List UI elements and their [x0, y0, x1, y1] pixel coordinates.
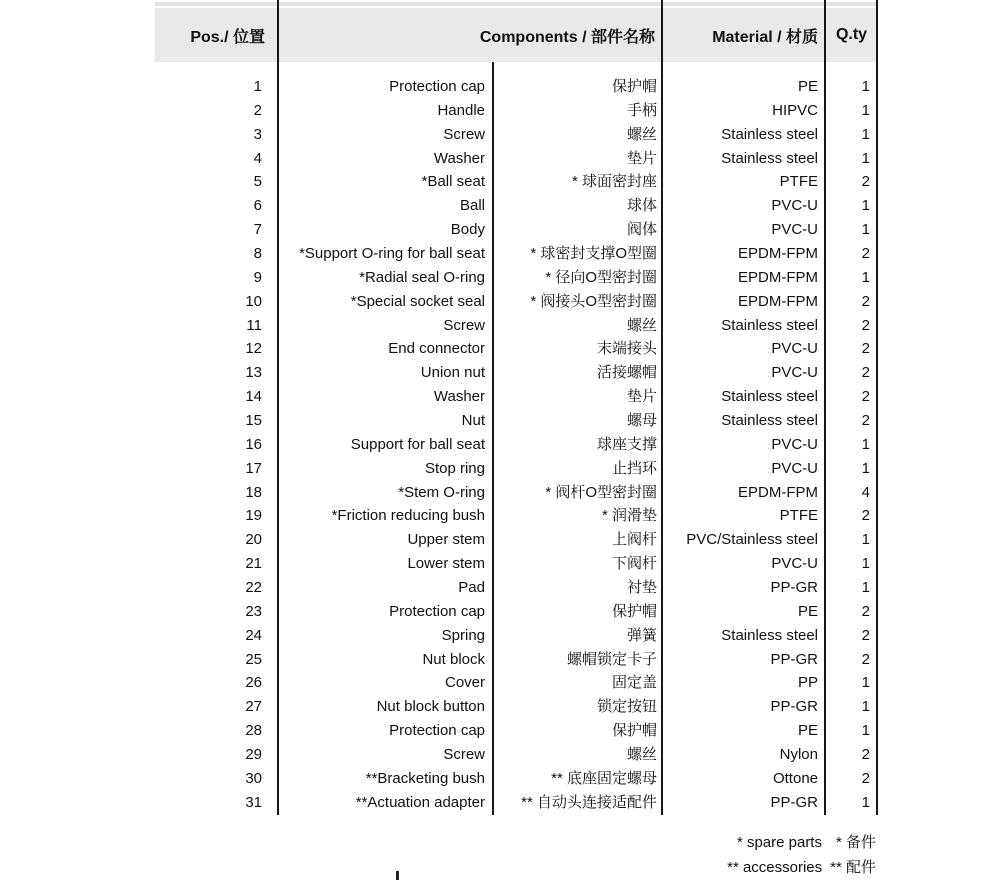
pos-cell: 20 — [245, 531, 262, 549]
component-en-cell: Stop ring — [424, 459, 485, 477]
table-row — [155, 170, 878, 194]
qty-cell: 1 — [861, 435, 870, 453]
qty-cell: 2 — [861, 507, 870, 525]
table-row — [155, 409, 878, 433]
qty-cell: 2 — [861, 316, 870, 334]
qty-cell: 1 — [861, 197, 870, 215]
qty-cell: 2 — [861, 650, 870, 668]
pos-cell: 27 — [245, 698, 262, 716]
table-row — [155, 695, 878, 719]
column-divider-qty — [824, 0, 826, 815]
table-header-row — [155, 8, 878, 62]
component-zh-cell: 活接螺帽 — [596, 364, 657, 382]
footnote-spare-parts-en: * spare parts — [736, 834, 822, 851]
pos-cell: 26 — [245, 674, 262, 692]
component-en-cell: Protection cap — [389, 78, 485, 95]
footnote-spare-parts — [727, 830, 876, 855]
table-row — [155, 242, 878, 266]
table-row — [155, 576, 878, 600]
material-cell: Ottone — [772, 769, 818, 787]
pos-cell: 24 — [245, 626, 262, 644]
table-row — [155, 457, 878, 481]
table-row — [155, 290, 878, 314]
component-en-cell: Ball — [459, 197, 485, 215]
table-row — [155, 552, 878, 576]
qty-cell: 2 — [861, 292, 870, 310]
pos-cell: 6 — [253, 197, 262, 215]
component-en-cell: Screw — [443, 746, 485, 764]
footnote-accessories-zh: ** 配件 — [830, 859, 876, 876]
material-cell: Stainless steel — [721, 626, 818, 644]
qty-cell: 1 — [861, 125, 870, 143]
material-cell: PVC-U — [771, 364, 818, 382]
material-cell: PP — [797, 674, 818, 692]
component-zh-cell: 螺帽锁定卡子 — [566, 650, 657, 668]
table-row — [155, 361, 878, 385]
pos-cell: 1 — [253, 78, 262, 95]
pos-cell: 4 — [253, 149, 262, 167]
pos-cell: 11 — [246, 316, 262, 334]
component-zh-cell: * 阀接头O型密封圈 — [530, 292, 657, 310]
component-zh-cell: 螺母 — [626, 412, 657, 430]
component-zh-cell: 上阀杆 — [611, 531, 657, 549]
pos-cell: 3 — [253, 125, 262, 143]
component-en-cell: Protection cap — [389, 722, 485, 740]
component-en-cell: Screw — [443, 125, 485, 143]
component-zh-cell: 垫片 — [626, 388, 657, 406]
table-row — [155, 481, 878, 505]
material-cell: Stainless steel — [721, 125, 818, 143]
qty-cell: 2 — [861, 769, 870, 787]
component-en-cell: Support for ball seat — [350, 435, 485, 453]
component-en-cell: *Special socket seal — [350, 292, 485, 310]
material-cell: EPDM-FPM — [738, 245, 818, 263]
material-cell: Stainless steel — [721, 388, 818, 406]
pos-cell: 29 — [245, 746, 262, 764]
component-zh-cell: 下阀杆 — [611, 555, 657, 573]
component-zh-cell: * 球密封支撑O型圈 — [530, 245, 657, 263]
pos-cell: 30 — [245, 769, 262, 787]
component-en-cell: Protection cap — [389, 602, 485, 620]
component-zh-cell: 固定盖 — [611, 674, 657, 692]
table-row — [155, 75, 878, 99]
material-cell: PVC/Stainless steel — [686, 531, 818, 549]
component-zh-cell: 止挡环 — [611, 459, 657, 477]
table-row — [155, 743, 878, 767]
component-zh-cell: 螺丝 — [626, 746, 657, 764]
qty-cell: 2 — [861, 173, 870, 191]
qty-cell: 2 — [861, 602, 870, 620]
pos-cell: 19 — [245, 507, 262, 525]
component-en-cell: Nut block button — [376, 698, 485, 716]
column-divider-components — [492, 62, 494, 815]
pos-cell: 17 — [245, 459, 262, 477]
qty-cell: 2 — [861, 626, 870, 644]
qty-cell: 2 — [861, 340, 870, 358]
table-row — [155, 99, 878, 123]
component-zh-cell: 锁定按钮 — [596, 698, 657, 716]
material-cell: PVC-U — [771, 555, 818, 573]
table-row — [155, 194, 878, 218]
qty-cell: 1 — [861, 579, 870, 597]
footnote-accessories — [727, 855, 876, 880]
material-cell: PE — [797, 78, 818, 95]
table-row — [155, 600, 878, 624]
component-en-cell: *Support O-ring for ball seat — [299, 245, 485, 263]
component-en-cell: *Radial seal O-ring — [359, 268, 485, 286]
material-cell: PP-GR — [770, 698, 818, 716]
material-cell: EPDM-FPM — [738, 268, 818, 286]
material-cell: PVC-U — [771, 340, 818, 358]
qty-cell: 1 — [861, 555, 870, 573]
qty-cell: 1 — [861, 722, 870, 740]
qty-cell: 2 — [861, 364, 870, 382]
table-row — [155, 266, 878, 290]
table-row — [155, 218, 878, 242]
pos-cell: 18 — [245, 483, 262, 501]
qty-cell: 2 — [861, 746, 870, 764]
material-cell: Stainless steel — [721, 412, 818, 430]
parts-table — [155, 0, 878, 815]
qty-cell: 1 — [861, 793, 870, 811]
qty-cell: 1 — [861, 78, 870, 95]
header-pos: Pos./ 位置 — [190, 28, 265, 46]
table-top-border — [155, 2, 878, 6]
pos-cell: 2 — [253, 101, 262, 119]
component-en-cell: *Stem O-ring — [398, 483, 485, 501]
material-cell: PP-GR — [770, 650, 818, 668]
material-cell: EPDM-FPM — [738, 292, 818, 310]
pos-cell: 14 — [245, 388, 262, 406]
component-zh-cell: 手柄 — [626, 101, 657, 119]
qty-cell: 1 — [861, 101, 870, 119]
footnote-accessories-en: ** accessories — [727, 859, 823, 876]
component-zh-cell: 末端接头 — [596, 340, 657, 358]
material-cell: HIPVC — [772, 101, 818, 119]
component-zh-cell: 保护帽 — [611, 722, 657, 740]
table-row — [155, 385, 878, 409]
component-en-cell: End connector — [388, 340, 485, 358]
component-en-cell: Cover — [444, 674, 485, 692]
component-zh-cell: 球体 — [626, 197, 657, 215]
pos-cell: 22 — [245, 579, 262, 597]
component-en-cell: Body — [450, 221, 485, 239]
table-row — [155, 528, 878, 552]
component-en-cell: Screw — [443, 316, 485, 334]
component-en-cell: Pad — [458, 579, 485, 597]
material-cell: PP-GR — [770, 793, 818, 811]
material-cell: Stainless steel — [721, 149, 818, 167]
material-cell: PTFE — [779, 507, 818, 525]
material-cell: EPDM-FPM — [738, 483, 818, 501]
pos-cell: 16 — [245, 435, 262, 453]
component-zh-cell: 保护帽 — [611, 78, 657, 95]
component-zh-cell: 衬垫 — [626, 579, 657, 597]
pos-cell: 28 — [245, 722, 262, 740]
qty-cell: 4 — [861, 483, 870, 501]
column-divider-pos — [277, 0, 279, 815]
qty-cell: 2 — [861, 388, 870, 406]
material-cell: Nylon — [779, 746, 818, 764]
footnote-spare-parts-zh: * 备件 — [835, 834, 876, 851]
qty-cell: 1 — [861, 459, 870, 477]
component-en-cell: *Ball seat — [421, 173, 485, 191]
component-zh-cell: ** 自动头连接适配件 — [521, 793, 657, 811]
table-row — [155, 337, 878, 361]
component-zh-cell: 阀体 — [626, 221, 657, 239]
pos-cell: 7 — [253, 221, 262, 239]
table-row — [155, 671, 878, 695]
table-row — [155, 504, 878, 528]
table-row — [155, 791, 878, 815]
component-zh-cell: * 润滑垫 — [601, 507, 657, 525]
table-row — [155, 123, 878, 147]
qty-cell: 1 — [861, 268, 870, 286]
qty-cell: 1 — [861, 149, 870, 167]
component-zh-cell: * 阀杆O型密封圈 — [545, 483, 657, 501]
material-cell: PVC-U — [771, 459, 818, 477]
component-zh-cell: 螺丝 — [626, 316, 657, 334]
component-en-cell: **Bracketing bush — [365, 769, 485, 787]
pos-cell: 5 — [253, 173, 262, 191]
header-components: Components / 部件名称 — [479, 28, 655, 46]
component-zh-cell: 弹簧 — [626, 626, 657, 644]
pos-cell: 15 — [245, 412, 262, 430]
table-row — [155, 767, 878, 791]
component-en-cell: Union nut — [420, 364, 485, 382]
pos-cell: 10 — [245, 292, 262, 310]
table-body — [155, 62, 878, 815]
material-cell: PVC-U — [771, 197, 818, 215]
component-en-cell: Nut — [461, 412, 485, 430]
component-en-cell: Upper stem — [407, 531, 485, 549]
pos-cell: 21 — [245, 555, 262, 573]
table-row — [155, 719, 878, 743]
component-zh-cell: 螺丝 — [626, 125, 657, 143]
column-divider-material — [661, 0, 663, 815]
pos-cell: 9 — [253, 268, 262, 286]
component-zh-cell: * 径向O型密封圈 — [545, 268, 657, 286]
component-en-cell: Spring — [441, 626, 485, 644]
qty-cell: 2 — [861, 245, 870, 263]
material-cell: Stainless steel — [721, 316, 818, 334]
material-cell: PVC-U — [771, 221, 818, 239]
pos-cell: 23 — [245, 602, 262, 620]
header-material: Material / 材质 — [712, 28, 818, 46]
table-row — [155, 314, 878, 338]
component-zh-cell: * 球面密封座 — [571, 173, 657, 191]
component-en-cell: Washer — [433, 388, 485, 406]
pos-cell: 31 — [245, 793, 262, 811]
pos-cell: 25 — [245, 650, 262, 668]
table-row — [155, 624, 878, 648]
qty-cell: 1 — [861, 531, 870, 549]
pos-cell: 12 — [245, 340, 262, 358]
material-cell: PP-GR — [770, 579, 818, 597]
header-qty: Q.ty — [835, 26, 868, 43]
table-row — [155, 433, 878, 457]
table-row — [155, 147, 878, 171]
qty-cell: 1 — [861, 221, 870, 239]
material-cell: PE — [797, 602, 818, 620]
component-en-cell: Nut block — [422, 650, 485, 668]
pos-cell: 8 — [253, 245, 262, 263]
table-row — [155, 648, 878, 672]
material-cell: PTFE — [779, 173, 818, 191]
component-en-cell: Lower stem — [407, 555, 485, 573]
page-bottom-mark — [396, 871, 399, 880]
material-cell: PVC-U — [771, 435, 818, 453]
component-en-cell: *Friction reducing bush — [331, 507, 485, 525]
component-zh-cell: 保护帽 — [611, 602, 657, 620]
component-en-cell: Washer — [433, 149, 485, 167]
footnotes — [727, 830, 876, 880]
component-en-cell: Handle — [437, 101, 485, 119]
pos-cell: 13 — [245, 364, 262, 382]
component-en-cell: **Actuation adapter — [355, 793, 485, 811]
component-zh-cell: 球座支撑 — [596, 435, 657, 453]
qty-cell: 1 — [861, 698, 870, 716]
qty-cell: 2 — [861, 412, 870, 430]
material-cell: PE — [797, 722, 818, 740]
table-right-border — [876, 0, 878, 815]
component-zh-cell: 垫片 — [626, 149, 657, 167]
component-zh-cell: ** 底座固定螺母 — [551, 769, 657, 787]
qty-cell: 1 — [861, 674, 870, 692]
